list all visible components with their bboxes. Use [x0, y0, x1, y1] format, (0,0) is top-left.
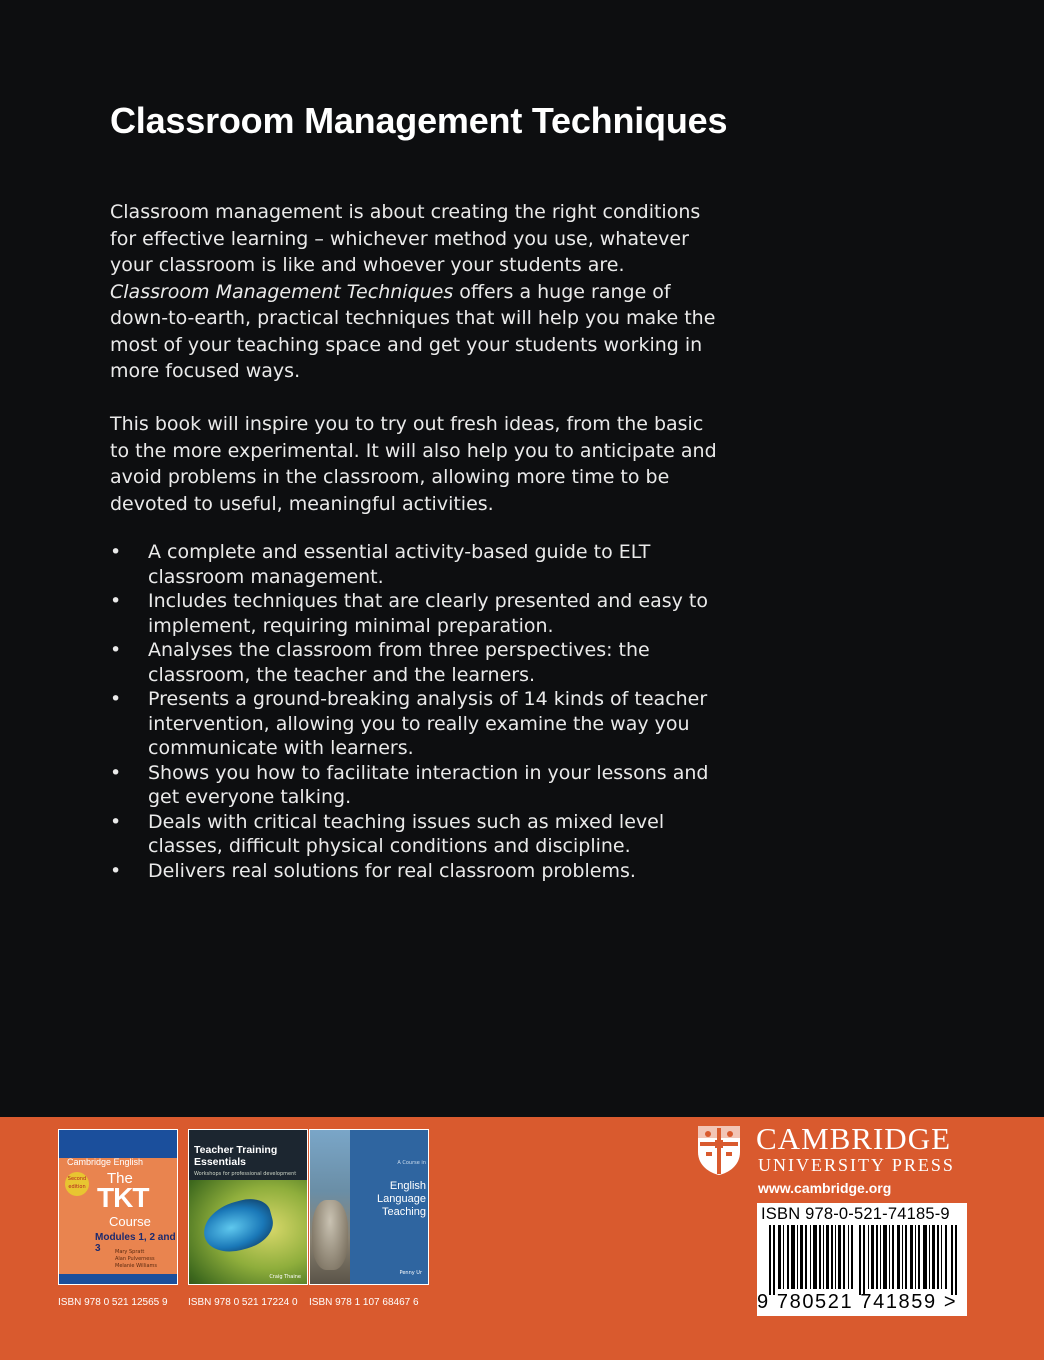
cover-kicker: A Course in	[397, 1160, 426, 1166]
cover-series: Cambridge English	[67, 1157, 144, 1167]
bullet-icon: •	[110, 761, 122, 784]
edition-badge: Second edition	[65, 1172, 89, 1196]
cover-author: Craig Thaine	[269, 1274, 301, 1280]
page-title: Classroom Management Techniques	[110, 100, 728, 141]
cover-title-tkt: TKT	[97, 1182, 149, 1213]
intro-text-after: offers a huge range of down-to-earth, practical techniques that will help you make the most of your teaching space and get your students working in more focused ways.	[110, 280, 716, 382]
list-item: • Analyses the classroom from three perspectives: the classroom, the teacher and the learners.	[110, 639, 650, 686]
bullet-icon: •	[110, 859, 122, 882]
cover-subtitle: Modules 1, 2 and 3	[95, 1232, 176, 1254]
cambridge-crest-icon	[696, 1124, 742, 1176]
list-item: • A complete and essential activity-based guide to ELT classroom management.	[110, 541, 651, 588]
cover-author: Penny Ur	[399, 1270, 422, 1276]
bullet-icon: •	[110, 541, 122, 563]
book-cover-english-language-teaching	[309, 1129, 429, 1285]
list-item: • Deals with critical teaching issues such as mixed level classes, difficult physical conditions and discipline.	[110, 810, 665, 857]
barcode-digits: 9 780521 741859 >	[757, 1291, 958, 1313]
cover-authors: Mary Spratt Alan Pulverness Melanie Williams	[115, 1249, 157, 1269]
related-isbn: ISBN 978 0 521 12565 9	[58, 1297, 168, 1308]
intro-book-title: Classroom Management Techniques	[110, 280, 454, 303]
second-paragraph: This book will inspire you to try out fresh ideas, from the basic to the more experimental. It will also help you to anticipate and avoid problems in the classroom, allowing more time to be devoted to useful, meaningful activities.	[110, 413, 717, 515]
list-item: • Delivers real solutions for real classroom problems.	[110, 859, 636, 882]
related-isbn: ISBN 978 0 521 17224 0	[188, 1297, 298, 1308]
feature-list	[110, 540, 720, 883]
bullet-icon: •	[110, 688, 122, 710]
related-isbn: ISBN 978 1 107 68467 6	[309, 1297, 419, 1308]
cover-subtitle: Workshops for professional development	[194, 1171, 297, 1177]
publisher-name: CAMBRIDGE	[756, 1121, 952, 1156]
cover-title: English Language Teaching	[377, 1180, 426, 1218]
publisher-url: www.cambridge.org	[758, 1180, 892, 1196]
book-cover-tkt	[58, 1129, 178, 1285]
publisher-press: UNIVERSITY PRESS	[758, 1155, 955, 1175]
cover-header-band	[59, 1130, 177, 1158]
bullet-icon: •	[110, 590, 122, 612]
list-item: • Presents a ground-breaking analysis of 14 kinds of teacher intervention, allowing you to really examine the way you communicate with learners.	[110, 688, 708, 759]
intro-paragraph	[110, 199, 720, 385]
intro-text-before: Classroom management is about creating the right conditions for effective learning – whichever method you use, whatever your classroom is like and whoever your students are.	[110, 201, 701, 276]
stones-image	[312, 1200, 348, 1270]
cover-footer-band	[59, 1274, 177, 1284]
barcode-panel	[757, 1203, 967, 1316]
list-item: • Includes techniques that are clearly presented and easy to implement, requiring minimal preparation.	[110, 590, 708, 637]
cover-title-the: The	[107, 1170, 133, 1187]
list-item: • Shows you how to facilitate interaction in your lessons and get everyone talking.	[110, 761, 709, 808]
bullet-icon: •	[110, 810, 122, 833]
isbn-label: ISBN 978-0-521-74185-9	[761, 1205, 950, 1223]
cover-title: Teacher Training Essentials	[194, 1144, 278, 1168]
barcode-icon	[769, 1225, 959, 1295]
book-cover-teacher-training	[188, 1129, 308, 1285]
cover-title-course: Course	[109, 1214, 151, 1229]
bullet-icon: •	[110, 639, 122, 661]
